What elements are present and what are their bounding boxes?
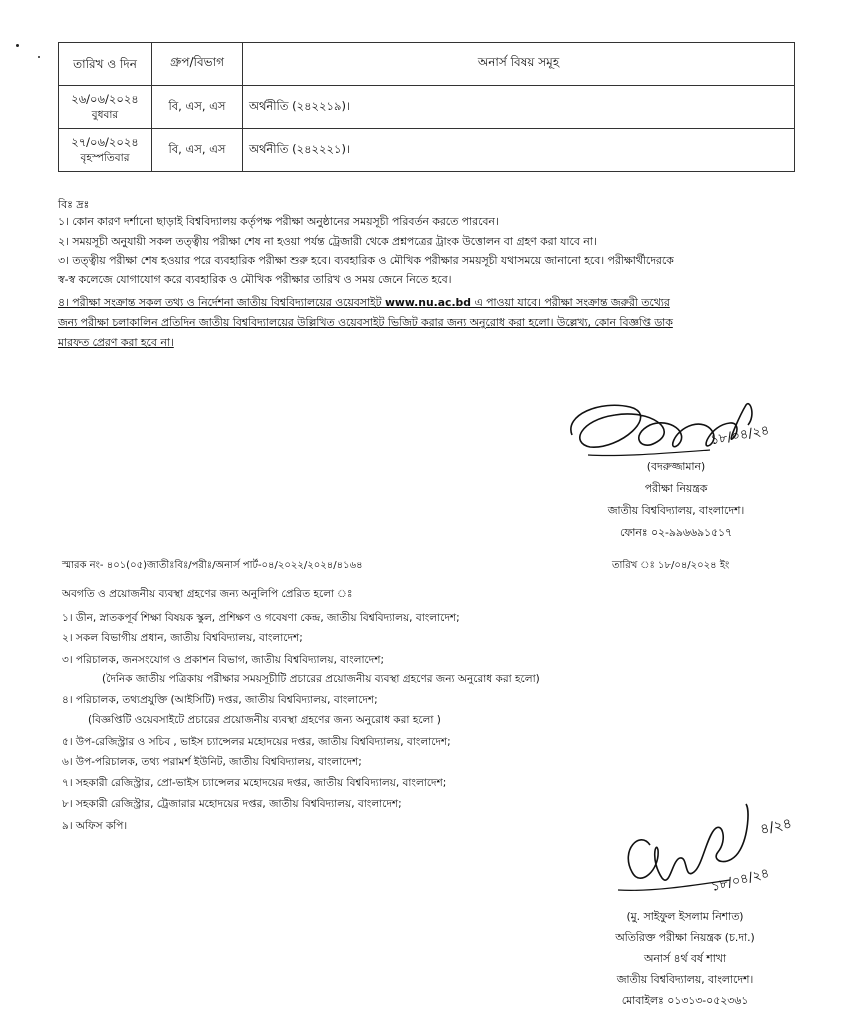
note-4-text-a: ৪। পরীক্ষা সংক্রান্ত সকল তথ্য ও নির্দেশনা জাতীয় বিশ্ববিদ্যালয়ের ওয়েবসাইট: [58, 296, 385, 309]
signatory-2-title: অতিরিক্ত পরীক্ষা নিয়ন্ত্রক (চ.দা.): [615, 931, 755, 944]
memo-date: তারিখ ঃ ১৮/০৪/২০২৪ ইং: [612, 560, 730, 571]
date-cell: [59, 129, 152, 172]
signatory-1-title: পরীক্ষা নিয়ন্ত্রক: [644, 482, 708, 495]
group-cell: বি, এস, এস: [152, 129, 243, 172]
scan-speck: [16, 44, 19, 47]
signatory-1-name: (বদরুজ্জামান): [646, 460, 706, 473]
table-row: [59, 86, 795, 129]
signatory-1-phone: ফোনঃ ০২-৯৯৬৬৯১৫১৭: [619, 526, 733, 539]
note-3-line-2: স্ব-স্ব কলেজে যোগাযোগ করে ব্যবহারিক ও মৌখিক পরীক্ষার তারিখ ও সময় জেনে নিতে হবে।: [58, 273, 452, 286]
copy-item: ৮। সহকারী রেজিস্ট্রার, ট্রেজারার মহোদয়ের দপ্তর, জাতীয় বিশ্ববিদ্যালয়, বাংলাদেশ;: [62, 798, 402, 810]
day: বুধবার: [91, 109, 119, 121]
signature-2-date: ১৮/০৪/২৪: [709, 866, 771, 895]
note-3-line-1: ৩। তত্ত্বীয় পরীক্ষা শেষ হওয়ার পরে ব্যবহারিক পরীক্ষা শুরু হবে। ব্যবহারিক ও মৌখিক পরীক্ষার সময়সূচী যথাসময়ে জানানো হবে। পরীক্ষার্থীদেরকে: [58, 254, 674, 267]
table-header-row: [59, 43, 795, 86]
note-4-line-1: [58, 294, 670, 311]
copy-item: ৫। উপ-রেজিস্ট্রার ও সচিব , ভাইস চ্যান্সেলর মহোদয়ের দপ্তর, জাতীয় বিশ্ববিদ্যালয়, বাংলাদেশ;: [62, 736, 451, 748]
signatory-2-org: জাতীয় বিশ্ববিদ্যালয়, বাংলাদেশ।: [616, 973, 754, 986]
note-2: ২। সময়সূচী অনুযায়ী সকল তত্ত্বীয় পরীক্ষা শেষ না হওয়া পর্যন্ত ট্রেজারী থেকে প্রশ্নপত্রের ট্রাংক উত্তোলন বা গ্রহণ করা যাবে না।: [58, 235, 597, 248]
signatory-2-mobile: মোবাইলঃ ০১৩১৩-০৫২৩৬১: [621, 994, 749, 1007]
copy-item-note: (বিজ্ঞপ্তিটি ওয়েবসাইটে প্রচারের প্রয়োজনীয় ব্যবস্থা গ্রহণের জন্য অনুরোধ করা হলো ): [88, 714, 441, 726]
copy-item: ৯। অফিস কপি।: [62, 820, 128, 832]
copy-item: ১। ডীন, স্নাতকপূর্ব শিক্ষা বিষয়ক স্কুল, প্রশিক্ষণ ও গবেষণা কেন্দ্র, জাতীয় বিশ্ববিদ্যালয়, বাংলাদেশ;: [62, 612, 460, 624]
note-4-line-2: জন্য পরীক্ষা চলাকালিন প্রতিদিন জাতীয় বিশ্ববিদ্যালয়ের উল্লিখিত ওয়েবসাইট ভিজিট করার জন্য অনুরোধ করা হলো। উল্লেখ্য, কোন বিজ্ঞপ্তি ডাক: [58, 316, 673, 329]
date: ২৬/০৬/২০২৪: [71, 92, 139, 106]
copy-item: ৬। উপ-পরিচালক, তথ্য পরামর্শ ইউনিট, জাতীয় বিশ্ববিদ্যালয়, বাংলাদেশ;: [62, 756, 362, 768]
exam-schedule-table: [58, 42, 795, 172]
signatory-2-branch: অনার্স ৪র্থ বর্ষ শাখা: [643, 952, 727, 965]
col-header-date: তারিখ ও দিন: [59, 43, 152, 86]
website-link[interactable]: www.nu.ac.bd: [384, 296, 472, 309]
copy-intro: অবগতি ও প্রয়োজনীয় ব্যবস্থা গ্রহণের জন্য অনুলিপি প্রেরিত হলো ঃ: [62, 588, 353, 600]
signatory-2-name: (মু. সাইফুল ইসলাম নিশাত): [626, 910, 744, 923]
memo-reference: স্মারক নং- ৪০১(০৫)জাতীঃবিঃ/পরীঃ/অনার্স পার্ট-০৪/২০২২/২০২৪/৪১৬৪: [62, 560, 363, 571]
group-cell: বি, এস, এস: [152, 86, 243, 129]
notes-heading: বিঃ দ্রঃ: [58, 198, 90, 211]
note-4-line-3: মারফত প্রেরণ করা হবে না।: [58, 336, 174, 349]
scan-speck: [38, 56, 40, 58]
copy-item: ৭। সহকারী রেজিস্ট্রার, প্রো-ভাইস চ্যান্সেলর মহোদয়ের দপ্তর, জাতীয় বিশ্ববিদ্যালয়, বাংলাদেশ;: [62, 777, 447, 789]
signatory-1-block: [596, 456, 756, 544]
copy-item: ২। সকল বিভাগীয় প্রধান, জাতীয় বিশ্ববিদ্যালয়, বাংলাদেশ;: [62, 632, 303, 644]
note-4-text-b: এ পাওয়া যাবে। পরীক্ষা সংক্রান্ত জরুরী তথ্যের: [471, 296, 670, 309]
note-1: ১। কোন কারণ দর্শানো ছাড়াই বিশ্ববিদ্যালয় কর্তৃপক্ষ পরীক্ষা অনুষ্ঠানের সময়সূচী পরিবর্তন করতে পারবেন।: [58, 215, 499, 228]
col-header-subjects: অনার্স বিষয় সমূহ: [243, 43, 795, 86]
date: ২৭/০৬/২০২৪: [71, 135, 139, 149]
signature-2-date-top: ৪/২৪: [758, 815, 794, 838]
date-cell: [59, 86, 152, 129]
table-row: [59, 129, 795, 172]
subject-cell: অর্থনীতি (২৪২২২১)।: [243, 129, 795, 172]
col-header-group: গ্রুপ/বিভাগ: [152, 43, 243, 86]
day: বৃহস্পতিবার: [80, 152, 130, 164]
copy-item: ৩। পরিচালক, জনসংযোগ ও প্রকাশন বিভাগ, জাতীয় বিশ্ববিদ্যালয়, বাংলাদেশ;: [62, 654, 385, 666]
signatory-1-org: জাতীয় বিশ্ববিদ্যালয়, বাংলাদেশ।: [607, 504, 745, 517]
signature-2-image: [610, 800, 830, 910]
copy-item-note: (দৈনিক জাতীয় পত্রিকায় পরীক্ষার সময়সূচীটি প্রচারের প্রয়োজনীয় ব্যবস্থা গ্রহণের জন্য অনুরোধ করা হলো): [102, 673, 540, 685]
signatory-2-block: [580, 906, 790, 1011]
copy-item: ৪। পরিচালক, তথ্যপ্রযুক্তি (আইসিটি) দপ্তর, জাতীয় বিশ্ববিদ্যালয়, বাংলাদেশ;: [62, 694, 378, 706]
signature-1-date: ১৮/০৪/২৪: [709, 423, 771, 449]
subject-cell: অর্থনীতি (২৪২২১৯)।: [243, 86, 795, 129]
